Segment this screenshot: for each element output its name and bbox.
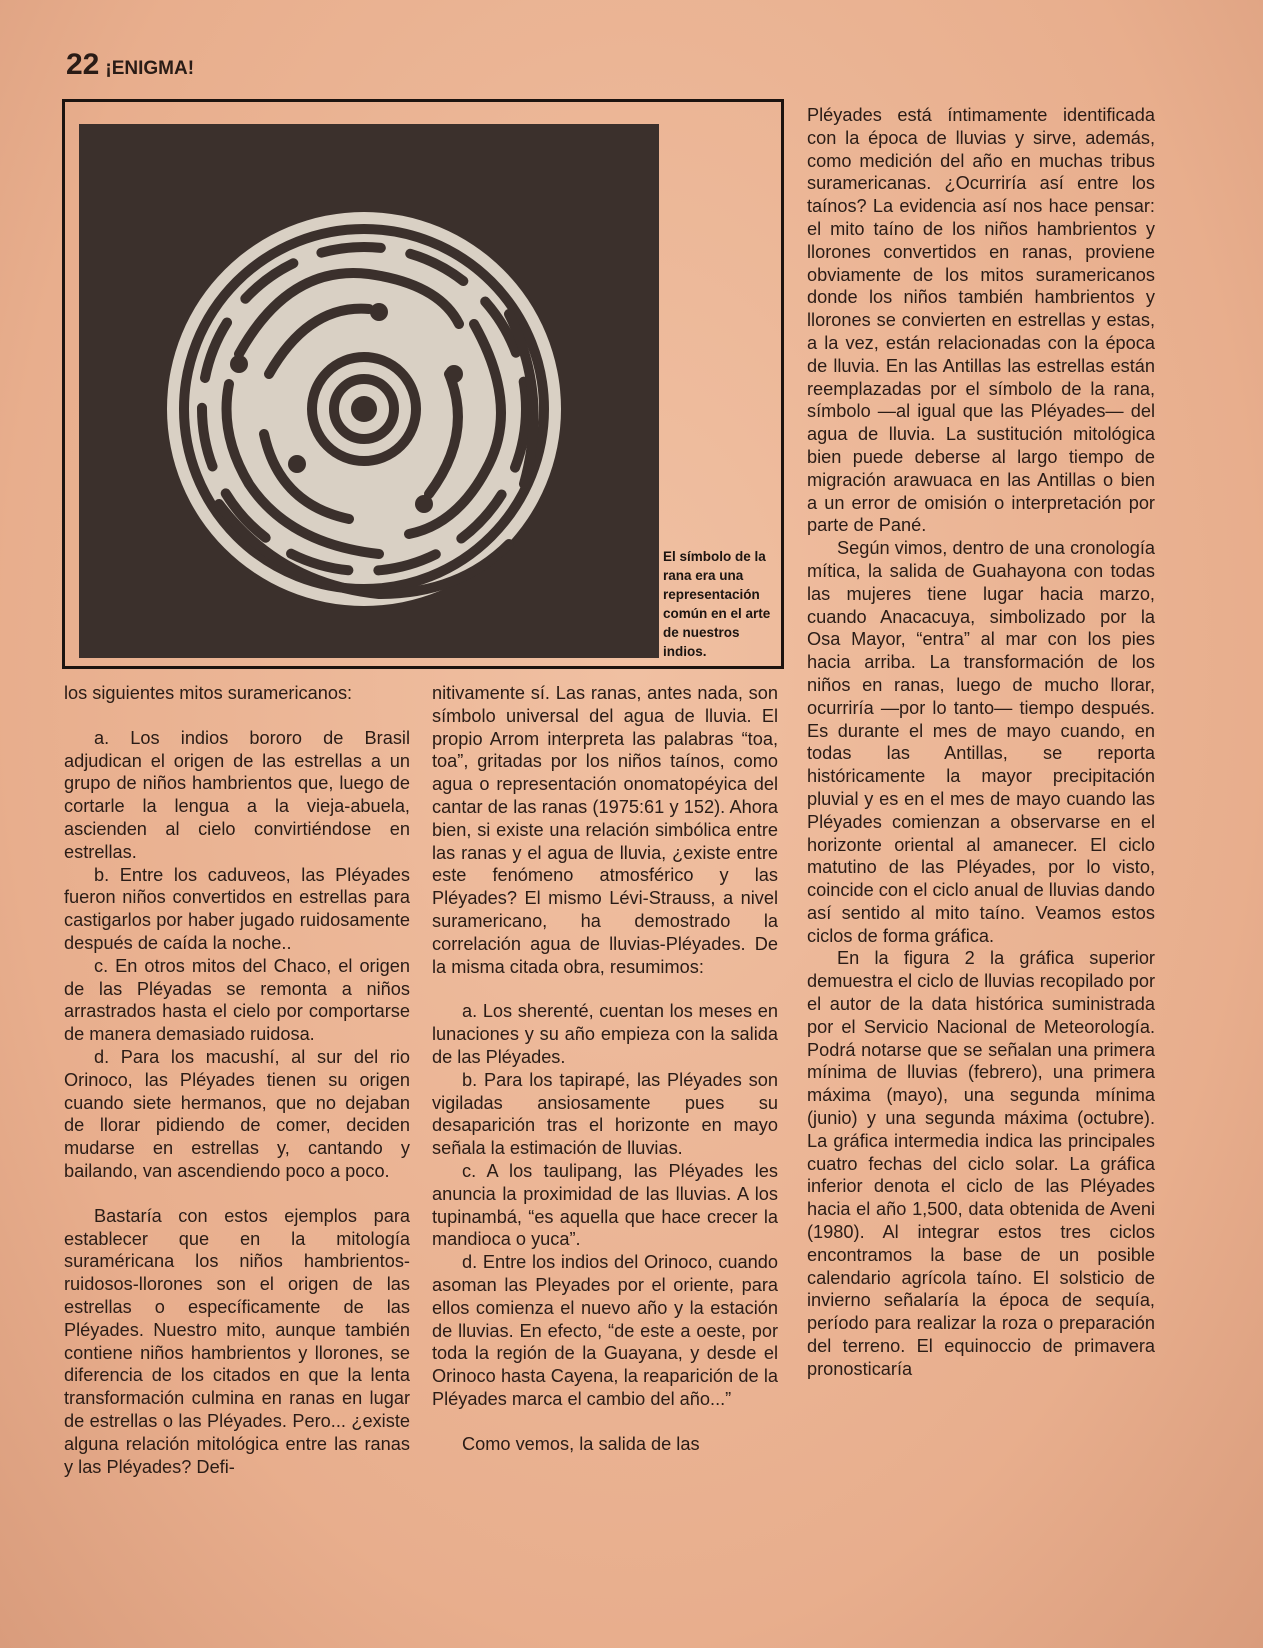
paragraph-gap	[64, 705, 410, 727]
paragraph: d. Entre los indios del Orinoco, cuando asoman las Pleyades por el oriente, para ellos comienza el nuevo año y la estación de lluvias. En efecto, “de este a oeste, por toda la región de la Guayana, y desde el Orinoco hasta Cayena, la reaparición de la Pléyades marca el cambio del año...”	[432, 1252, 778, 1409]
figure-frame	[62, 99, 784, 669]
paragraph: a. Los sherenté, cuentan los meses en lunaciones y su año empieza con la salida de las Pléyades.	[432, 1001, 778, 1067]
paragraph: En la figura 2 la gráfica superior demuestra el ciclo de lluvias recopilado por el autor de la data histórica suministrada por el Servicio Nacional de Meteorología. Podrá notarse que se señalan una primera mínima de lluvias (febrero), una primera máxima (mayo), una segunda mínima (junio) y una segunda máxima (octubre). La gráfica intermedia indica las principales cuatro fechas del ciclo solar. La gráfica inferior denota el ciclo de las Pléyades hacia el año 1,500, data obtenida de Aveni (1980). Al integrar estos tres ciclos encontramos la base de un posible calendario agrícola taíno. El solsticio de invierno señalaría la época de sequía, período para realizar la roza o preparación del terreno. El equinoccio de primavera pronosticaría	[807, 948, 1155, 1379]
paragraph: Como vemos, la salida de las	[462, 1433, 700, 1454]
paragraph: Pléyades está íntimamente identificada con la época de lluvias y sirve, además, como medición del año en muchas tribus suramericanas. ¿Ocurriría así entre los taínos? La evidencia así nos hace pensar: el mito taíno de los niños hambrientos y llorones convertidos en ranas, proviene obviamente de los mitos suramericanos donde los niños también hambrientos y llorones se convierten en estrellas y estas, a la vez, están relacionadas con la época de lluvia. En las Antillas las estrellas están reemplazadas por el símbolo de la rana, símbolo —al igual que las Pléyades— del agua de lluvia. La sustitución mitológica bien puede deberse al largo tiempo de migración arawuaca en las Antillas o bien a un error de omisión o interpretación por parte de Pané.	[807, 105, 1155, 536]
magazine-name: ¡ENIGMA!	[105, 58, 195, 79]
paragraph: a. Los indios bororo de Brasil adjudican el origen de las estrellas a un grupo de niños hambrientos que, luego de cortarle la lengua a la vieja-abuela, ascienden al cielo convirtiéndose en estrellas.	[64, 727, 410, 862]
column-right	[807, 104, 1155, 1381]
paragraph: b. Para los tapirapé, las Pléyades son vigiladas ansiosamente pues su desaparición tras el horizonte en mayo señala la estimación de lluvias.	[432, 1069, 778, 1159]
paragraph: b. Entre los caduveos, las Pléyades fueron niños convertidos en estrellas para castigarlos por haber jugado ruidosamente después de caída la noche..	[64, 864, 410, 953]
paragraph: c. A los taulipang, las Pléyades les anuncia la proximidad de las lluvias. A los tupinambá, “es aquella que hace crecer la mandioca o yuca”.	[432, 1160, 778, 1250]
page-header	[66, 48, 194, 88]
figure-caption: El símbolo de la rana era una representación común en el arte de nuestros indios.	[663, 549, 771, 659]
paragraph: los siguientes mitos suramericanos:	[64, 683, 353, 703]
column-middle	[432, 682, 778, 1456]
paragraph: Bastaría con estos ejemplos para establecer que en la mitología suraméricana los niños hambrientos-ruidosos-llorones son el origen de las estrellas o específicamente de las Pléyades. Nuestro mito, aunque también contiene niños hambrientos y llorones, se diferencia de los citados en que la lenta transformación culmina en ranas en lugar de estrellas o las Pléyades. Pero... ¿existe alguna relación mitológica entre las ranas y las Pléyades? Defi-	[64, 1205, 410, 1477]
frog-spiral-petroglyph-icon	[79, 124, 659, 658]
paragraph: c. En otros mitos del Chaco, el origen de las Pléyadas se remonta a niños arrastrados hasta el cielo por comportarse de manera demasiado ruidosa.	[64, 955, 410, 1045]
paragraph: nitivamente sí. Las ranas, antes nada, son símbolo universal del agua de lluvia. El propio Arrom interpreta las palabras “toa, toa”, gritadas por los niños taínos, como agua o representación onomatopéyica del cantar de las ranas (1975:61 y 152). Ahora bien, si existe una relación simbólica entre las ranas y el agua de lluvia, ¿existe entre este fenómeno atmosférico y las Pléyades? El mismo Lévi-Strauss, a nivel suramericano, ha demostrado la correlación agua de lluvias-Pléyades. De la misma citada obra, resumimos:	[432, 683, 778, 977]
paragraph: Según vimos, dentro de una cronología mítica, la salida de Guahayona con todas las mujeres tiene lugar hacia marzo, cuando Anacacuya, simbolizado por la Osa Mayor, “entra” al mar con los pies hacia arriba. La transformación de los niños en ranas, luego de mucho llorar, ocurriría —por lo tanto— tiempo después. Es durante el mes de mayo cuando, en todas las Antillas, se reporta históricamente la mayor precipitación pluvial y es en el mes de mayo cuando las Pléyades comienzan a observarse en el horizonte oriental al amanecer. El ciclo matutino de las Pléyades, por lo visto, coincide con el ciclo anual de lluvias dando así sentido al mito taíno. Veamos estos ciclos de forma gráfica.	[807, 538, 1155, 946]
page-number: 22	[66, 48, 100, 81]
paragraph: d. Para los macushí, al sur del rio Orinoco, las Pléyades tienen su origen cuando siete hermanos, que no dejaban de llorar pidiendo de comer, deciden mudarse en estrellas y, cantando y bailando, van ascendiendo poco a poco.	[64, 1046, 410, 1181]
paragraph-gap	[432, 978, 778, 1000]
paragraph-gap	[64, 1183, 410, 1205]
column-left	[64, 682, 410, 1478]
paragraph-gap	[432, 1411, 778, 1433]
